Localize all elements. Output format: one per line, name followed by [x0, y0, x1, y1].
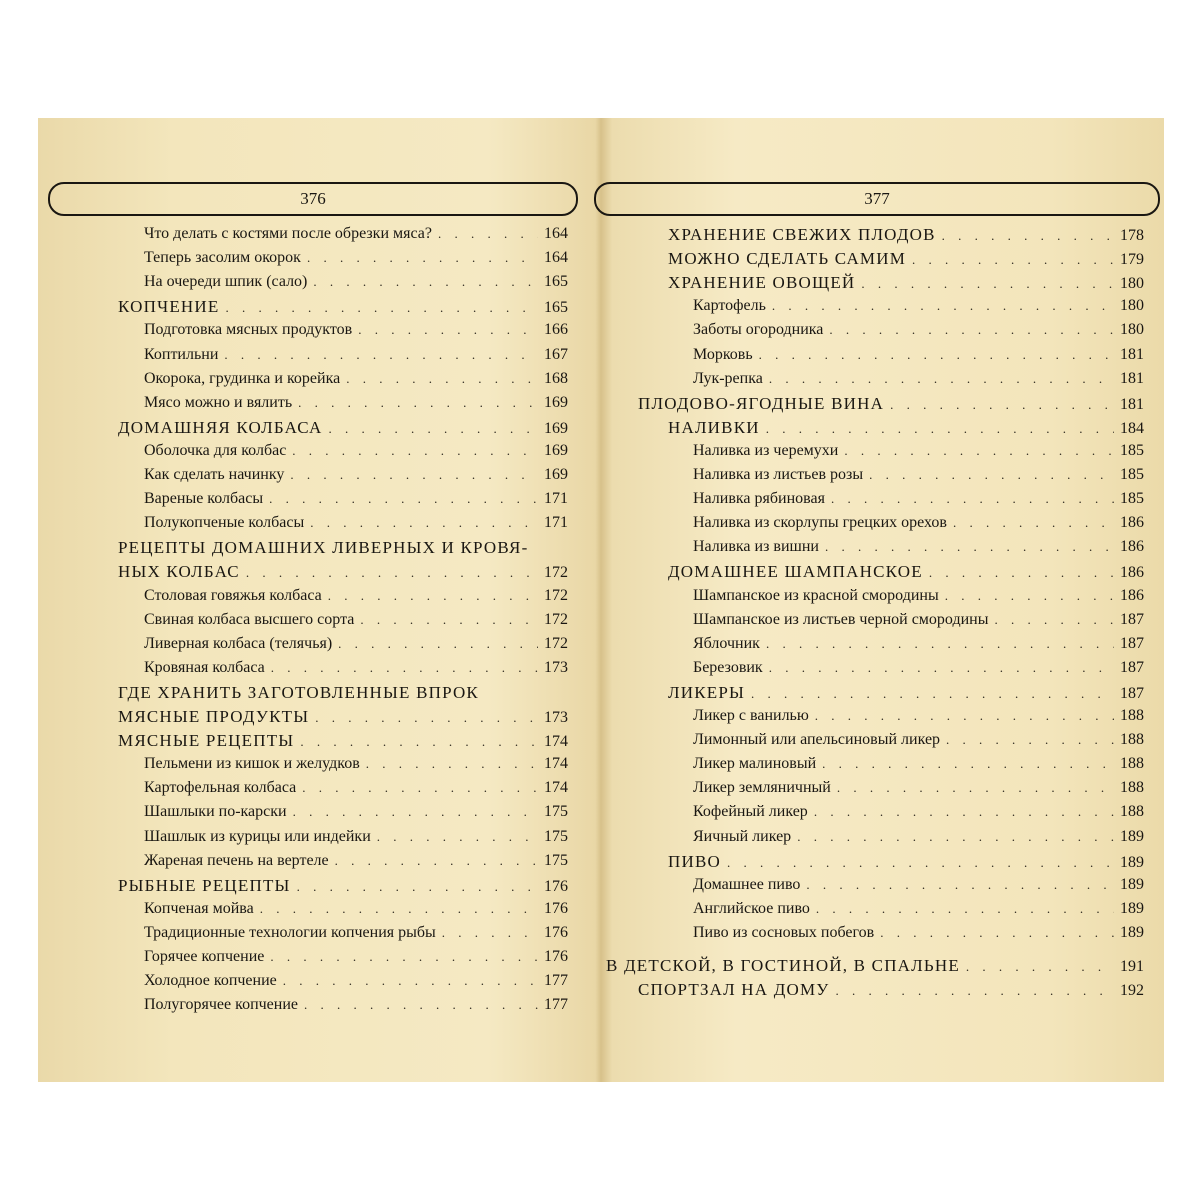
dot-leader	[831, 491, 1114, 507]
toc-entry-title: Жареная печень на вертеле	[144, 851, 329, 869]
dot-leader	[442, 925, 538, 941]
dot-leader	[769, 660, 1114, 676]
toc-entry	[693, 321, 1144, 345]
dot-leader	[929, 565, 1114, 581]
toc-entry	[693, 538, 1144, 562]
dot-leader	[836, 983, 1114, 999]
dot-leader	[759, 347, 1114, 363]
toc-entry	[144, 852, 568, 876]
dot-leader	[953, 515, 1114, 531]
toc-entry	[144, 803, 568, 827]
dot-leader	[225, 300, 538, 316]
page-header-left	[48, 182, 578, 216]
toc-entry-title: ДОМАШНЕЕ ШАМПАНСКОЕ	[668, 562, 923, 582]
toc-entry-page: 187	[1120, 658, 1144, 676]
toc-entry-title: НЫХ КОЛБАС	[118, 562, 240, 582]
toc-entry-title: Что делать с костями после обрезки мяса?	[144, 225, 432, 242]
toc-entry	[668, 273, 1144, 297]
toc-entry-title: Холодное копчение	[144, 972, 277, 990]
dot-leader	[837, 780, 1114, 796]
toc-entry-page: 188	[1120, 707, 1144, 724]
dot-leader	[880, 925, 1114, 941]
toc-entry-title: Свиная колбаса высшего сорта	[144, 610, 355, 628]
dot-leader	[766, 421, 1114, 437]
toc-entry	[693, 707, 1144, 731]
toc-entry	[118, 731, 568, 755]
book-spread	[38, 118, 1164, 1082]
toc-entry	[638, 394, 1144, 418]
dot-leader	[844, 443, 1114, 459]
toc-entry	[144, 948, 568, 972]
toc-entry	[118, 707, 568, 731]
toc-entry-title: ДОМАШНЯЯ КОЛБАСА	[118, 417, 323, 437]
dot-leader	[283, 973, 538, 989]
dot-leader	[814, 804, 1114, 820]
toc-entry-page: 167	[544, 345, 568, 363]
toc-entry-title: Шашлык из курицы или индейки	[144, 827, 371, 845]
toc-entry-title: Наливка рябиновая	[693, 490, 825, 508]
toc-entry-page: 171	[544, 490, 568, 508]
toc-entry-title: Полукопченые колбасы	[144, 514, 305, 532]
toc-entry	[693, 514, 1144, 538]
toc-entry	[144, 321, 568, 345]
toc-entry	[144, 442, 568, 466]
toc-entry-page: 173	[544, 658, 568, 676]
toc-entry-title: Яблочник	[693, 634, 760, 652]
dot-leader	[304, 997, 538, 1013]
toc-entry-page: 180	[1120, 321, 1144, 339]
toc-entry-page: 174	[544, 733, 568, 751]
toc-entry-page: 164	[544, 249, 568, 267]
toc-entry-page: 165	[544, 273, 568, 291]
dot-leader	[942, 228, 1114, 244]
toc-entry	[693, 900, 1144, 924]
toc-entry-title: НАЛИВКИ	[668, 417, 760, 437]
dot-leader	[260, 901, 538, 917]
toc-entry	[693, 659, 1144, 683]
toc-entry-page: 169	[544, 393, 568, 411]
toc-entry-page: 175	[544, 803, 568, 821]
dot-leader	[328, 588, 538, 604]
toc-entry	[668, 225, 1144, 249]
toc-entry-title: Наливка из черемухи	[693, 441, 839, 459]
dot-leader	[313, 274, 538, 290]
toc-entry-page: 165	[544, 299, 568, 317]
toc-entry	[144, 514, 568, 538]
toc-entry	[668, 418, 1144, 442]
toc-entry	[144, 490, 568, 514]
toc-entry-title: Наливка из скорлупы грецких орехов	[693, 514, 947, 532]
dot-leader	[751, 686, 1114, 702]
dot-leader	[328, 421, 538, 437]
dot-leader	[797, 829, 1114, 845]
toc-entry-page: 180	[1120, 275, 1144, 293]
toc-entry-title: Копченая мойва	[144, 899, 254, 917]
dot-leader	[302, 780, 538, 796]
toc-entry-title: РЕЦЕПТЫ ДОМАШНИХ ЛИВЕРНЫХ И КРОВЯ-	[118, 538, 529, 558]
toc-entry-title: Яичный ликер	[693, 827, 792, 845]
toc-entry-title: Наливка из вишни	[693, 538, 819, 556]
toc-entry-title: Ликер с ванилью	[693, 707, 809, 724]
toc-entry-title: Лук-репка	[693, 369, 763, 387]
dot-leader	[946, 732, 1114, 748]
toc-entry	[144, 900, 568, 924]
toc-entry	[668, 562, 1144, 586]
toc-entry-title: В ДЕТСКОЙ, В ГОСТИНОЙ, В СПАЛЬНЕ	[606, 956, 960, 975]
toc-entry-title: Английское пиво	[693, 899, 810, 917]
toc-entry	[144, 972, 568, 996]
toc-entry-title: Столовая говяжья колбаса	[144, 586, 322, 604]
toc-entry	[144, 828, 568, 852]
toc-entry-page: 185	[1120, 466, 1144, 483]
toc-entry	[693, 635, 1144, 659]
toc-entry-page: 189	[1120, 853, 1144, 871]
toc-entry	[144, 394, 568, 418]
toc-entry-page: 184	[1120, 419, 1144, 437]
dot-leader	[816, 901, 1114, 917]
toc-entry	[144, 779, 568, 803]
toc-entry-title: Теперь засолим окорок	[144, 249, 301, 267]
toc-entry-title: Ликер земляничный	[693, 779, 831, 797]
toc-entry-title: Лимонный или апельсиновый ликер	[693, 731, 941, 749]
toc-entry	[693, 490, 1144, 514]
toc-entry-page: 189	[1120, 875, 1144, 893]
toc-entry-page: 169	[544, 466, 568, 483]
toc-entry	[693, 611, 1144, 635]
toc-entry	[144, 996, 568, 1020]
dot-leader	[869, 467, 1114, 483]
toc-entry-page: 181	[1120, 345, 1144, 363]
toc-entry-title: Пельмени из кишок и желудков	[144, 755, 360, 773]
toc-entry-page: 172	[544, 634, 568, 652]
toc-entry-page: 185	[1120, 490, 1144, 508]
dot-leader	[307, 250, 538, 266]
toc-entry	[668, 683, 1144, 707]
toc-entry	[693, 924, 1144, 948]
toc-entry-title: Шампанское из листьев черной смородины	[693, 610, 989, 628]
toc-entry-title: Наливка из листьев розы	[693, 466, 864, 483]
toc-entry-page: 180	[1120, 297, 1144, 315]
toc-entry-title: Традиционные технологии копчения рыбы	[144, 923, 436, 941]
toc-entry-page: 177	[544, 972, 568, 990]
toc-entry-page: 189	[1120, 827, 1144, 845]
toc-entry-title: Кофейный ликер	[693, 803, 808, 821]
toc-entry-title: Картофельная колбаса	[144, 779, 297, 797]
dot-leader	[377, 829, 538, 845]
toc-entry-title: Полугорячее копчение	[144, 996, 298, 1014]
page-number-left: 376	[300, 189, 326, 208]
toc-entry-title: Как сделать начинку	[144, 466, 285, 483]
dot-leader	[269, 491, 538, 507]
toc-entry	[693, 779, 1144, 803]
toc-entry-title: Заботы огородника	[693, 321, 824, 339]
toc-entry	[668, 852, 1144, 876]
dot-leader	[224, 347, 538, 363]
toc-entry-title: ХРАНЕНИЕ СВЕЖИХ ПЛОДОВ	[668, 225, 936, 244]
dot-leader	[994, 612, 1114, 628]
toc-entry-title: ЛИКЕРЫ	[668, 682, 746, 702]
toc-entry-page: 189	[1120, 899, 1144, 917]
toc-entry-title: Шашлыки по-карски	[144, 803, 287, 821]
dot-leader	[338, 636, 538, 652]
toc-entry-page: 176	[544, 948, 568, 965]
toc-entry	[144, 924, 568, 948]
toc-entry-title: КОПЧЕНИЕ	[118, 297, 220, 317]
dot-leader	[825, 539, 1114, 555]
toc-entry-page: 169	[544, 441, 568, 459]
toc-entry-title: Морковь	[693, 345, 753, 363]
dot-leader	[300, 734, 538, 750]
toc-entry	[638, 980, 1144, 1004]
toc-entry-page: 168	[544, 369, 568, 387]
dot-leader	[271, 660, 538, 676]
toc-entry-page: 175	[544, 827, 568, 845]
toc-entry	[693, 370, 1144, 394]
toc-entry-title: Картофель	[693, 297, 766, 315]
page-number-right: 377	[864, 189, 890, 208]
toc-entry-page: 188	[1120, 803, 1144, 821]
toc-entry	[693, 803, 1144, 827]
toc-entry-title: МОЖНО СДЕЛАТЬ САМИМ	[668, 249, 907, 269]
dot-leader	[766, 636, 1114, 652]
toc-entry	[693, 587, 1144, 611]
toc-entry-page: 166	[544, 321, 568, 339]
toc-entry-page: 191	[1120, 958, 1144, 975]
toc-entry	[693, 442, 1144, 466]
toc-entry-page: 169	[544, 419, 568, 437]
dot-leader	[297, 879, 538, 895]
dot-leader	[366, 756, 538, 772]
toc-entry-title: Горячее копчение	[144, 948, 265, 965]
toc-entry-title: МЯСНЫЕ ПРОДУКТЫ	[118, 707, 310, 726]
toc-entry-title: На очереди шпик (сало)	[144, 273, 308, 291]
toc-entry-page: 174	[544, 755, 568, 773]
toc-entry	[118, 418, 568, 442]
toc-entry-page: 186	[1120, 514, 1144, 532]
toc-entry	[144, 225, 568, 249]
dot-leader	[772, 298, 1114, 314]
toc-entry-title: Ливерная колбаса (телячья)	[144, 634, 333, 652]
toc-entry-page: 174	[544, 779, 568, 797]
toc-entry	[144, 273, 568, 297]
toc-entry	[693, 297, 1144, 321]
toc-entry	[668, 249, 1144, 273]
dot-leader	[346, 371, 538, 387]
toc-entry-page: 187	[1120, 610, 1144, 628]
toc-entry	[693, 876, 1144, 900]
toc-entry-page: 187	[1120, 684, 1144, 702]
toc-entry-page: 176	[544, 877, 568, 895]
dot-leader	[815, 708, 1114, 724]
dot-leader	[360, 612, 538, 628]
page-header-right	[594, 182, 1160, 216]
toc-entry-title: Оболочка для колбас	[144, 441, 287, 459]
dot-leader	[246, 565, 538, 581]
dot-leader	[945, 588, 1114, 604]
toc-entry-title: Вареные колбасы	[144, 490, 264, 508]
toc-entry	[144, 755, 568, 779]
toc-entry-title: Подготовка мясных продуктов	[144, 321, 353, 339]
toc-entry-page: 172	[544, 564, 568, 582]
toc-entry-page: 181	[1120, 395, 1144, 413]
dot-leader	[270, 949, 538, 965]
toc-entry-page: 178	[1120, 227, 1144, 244]
toc-entry-page: 172	[544, 586, 568, 604]
toc-entry	[693, 755, 1144, 779]
toc-entry-title: Пиво из сосновых побегов	[693, 923, 875, 941]
toc-entry-title: Мясо можно и вялить	[144, 393, 293, 411]
toc-entry	[144, 611, 568, 635]
toc-entry-page: 173	[544, 709, 568, 726]
dot-leader	[315, 710, 538, 726]
toc-entry	[693, 466, 1144, 490]
toc-entry	[118, 297, 568, 321]
toc-entry	[144, 587, 568, 611]
toc-entry	[693, 731, 1144, 755]
toc-entry-page: 186	[1120, 564, 1144, 582]
toc-entry	[118, 538, 568, 562]
toc-entry	[144, 346, 568, 370]
toc-entry-title: СПОРТЗАЛ НА ДОМУ	[638, 980, 830, 1000]
dot-leader	[335, 853, 538, 869]
toc-entry-page: 186	[1120, 586, 1144, 604]
dot-leader	[310, 515, 538, 531]
dot-leader	[292, 443, 538, 459]
dot-leader	[966, 959, 1114, 975]
toc-entry	[144, 370, 568, 394]
toc-entry-title: Кровяная колбаса	[144, 658, 265, 676]
toc-entry-title: Ликер малиновый	[693, 755, 817, 773]
dot-leader	[861, 276, 1114, 292]
toc-entry-page: 176	[544, 899, 568, 917]
dot-leader	[806, 877, 1114, 893]
toc-entry	[144, 466, 568, 490]
toc-entry-page: 175	[544, 851, 568, 869]
toc-entry-title: ГДЕ ХРАНИТЬ ЗАГОТОВЛЕННЫЕ ВПРОК	[118, 682, 479, 702]
toc-entry-page: 181	[1120, 369, 1144, 387]
right-page	[594, 118, 1164, 1082]
dot-leader	[438, 226, 538, 242]
dot-leader	[890, 397, 1114, 413]
dot-leader	[829, 322, 1114, 338]
toc-entry-title: Шампанское из красной смородины	[693, 586, 939, 604]
toc-entry-page: 192	[1120, 982, 1144, 1000]
toc-entry-page: 188	[1120, 731, 1144, 749]
dot-leader	[298, 395, 538, 411]
dot-leader	[358, 322, 538, 338]
toc-entry	[144, 249, 568, 273]
toc-entry-page: 189	[1120, 923, 1144, 941]
toc-entry	[693, 828, 1144, 852]
left-page	[38, 118, 586, 1082]
dot-leader	[822, 756, 1114, 772]
toc-entry-page: 172	[544, 610, 568, 628]
toc-entry-title: ПЛОДОВО-ЯГОДНЫЕ ВИНА	[638, 393, 885, 413]
toc-entry	[693, 346, 1144, 370]
toc-entry-page: 185	[1120, 441, 1144, 459]
toc-entry-title: РЫБНЫЕ РЕЦЕПТЫ	[118, 875, 291, 895]
toc-entry-title: Коптильни	[144, 345, 219, 363]
dot-leader	[293, 804, 538, 820]
dot-leader	[912, 252, 1114, 268]
dot-leader	[769, 371, 1114, 387]
toc-entry-title: Березовик	[693, 658, 763, 676]
toc-entry	[118, 876, 568, 900]
toc-entry-page: 171	[544, 514, 568, 532]
toc-entry	[118, 562, 568, 586]
toc-entry-page: 179	[1120, 251, 1144, 269]
toc-entry-page: 187	[1120, 634, 1144, 652]
dot-leader	[290, 467, 538, 483]
toc-entry-page: 188	[1120, 779, 1144, 797]
toc-entry-title: Окорока, грудинка и корейка	[144, 369, 341, 387]
toc-entry-title: ПИВО	[668, 851, 721, 871]
toc-entry-title: Домашнее пиво	[693, 875, 801, 893]
toc-entry	[606, 956, 1144, 980]
toc-entry-page: 188	[1120, 755, 1144, 773]
toc-entry-page: 186	[1120, 538, 1144, 556]
toc-entry	[118, 683, 568, 707]
toc-entry-title: ХРАНЕНИЕ ОВОЩЕЙ	[668, 273, 856, 293]
toc-entry-page: 176	[544, 923, 568, 941]
toc-entry-page: 164	[544, 225, 568, 242]
dot-leader	[727, 855, 1114, 871]
toc-entry-title: МЯСНЫЕ РЕЦЕПТЫ	[118, 731, 295, 751]
toc-entry	[144, 635, 568, 659]
toc-entry	[144, 659, 568, 683]
toc-entry-page: 177	[544, 996, 568, 1014]
